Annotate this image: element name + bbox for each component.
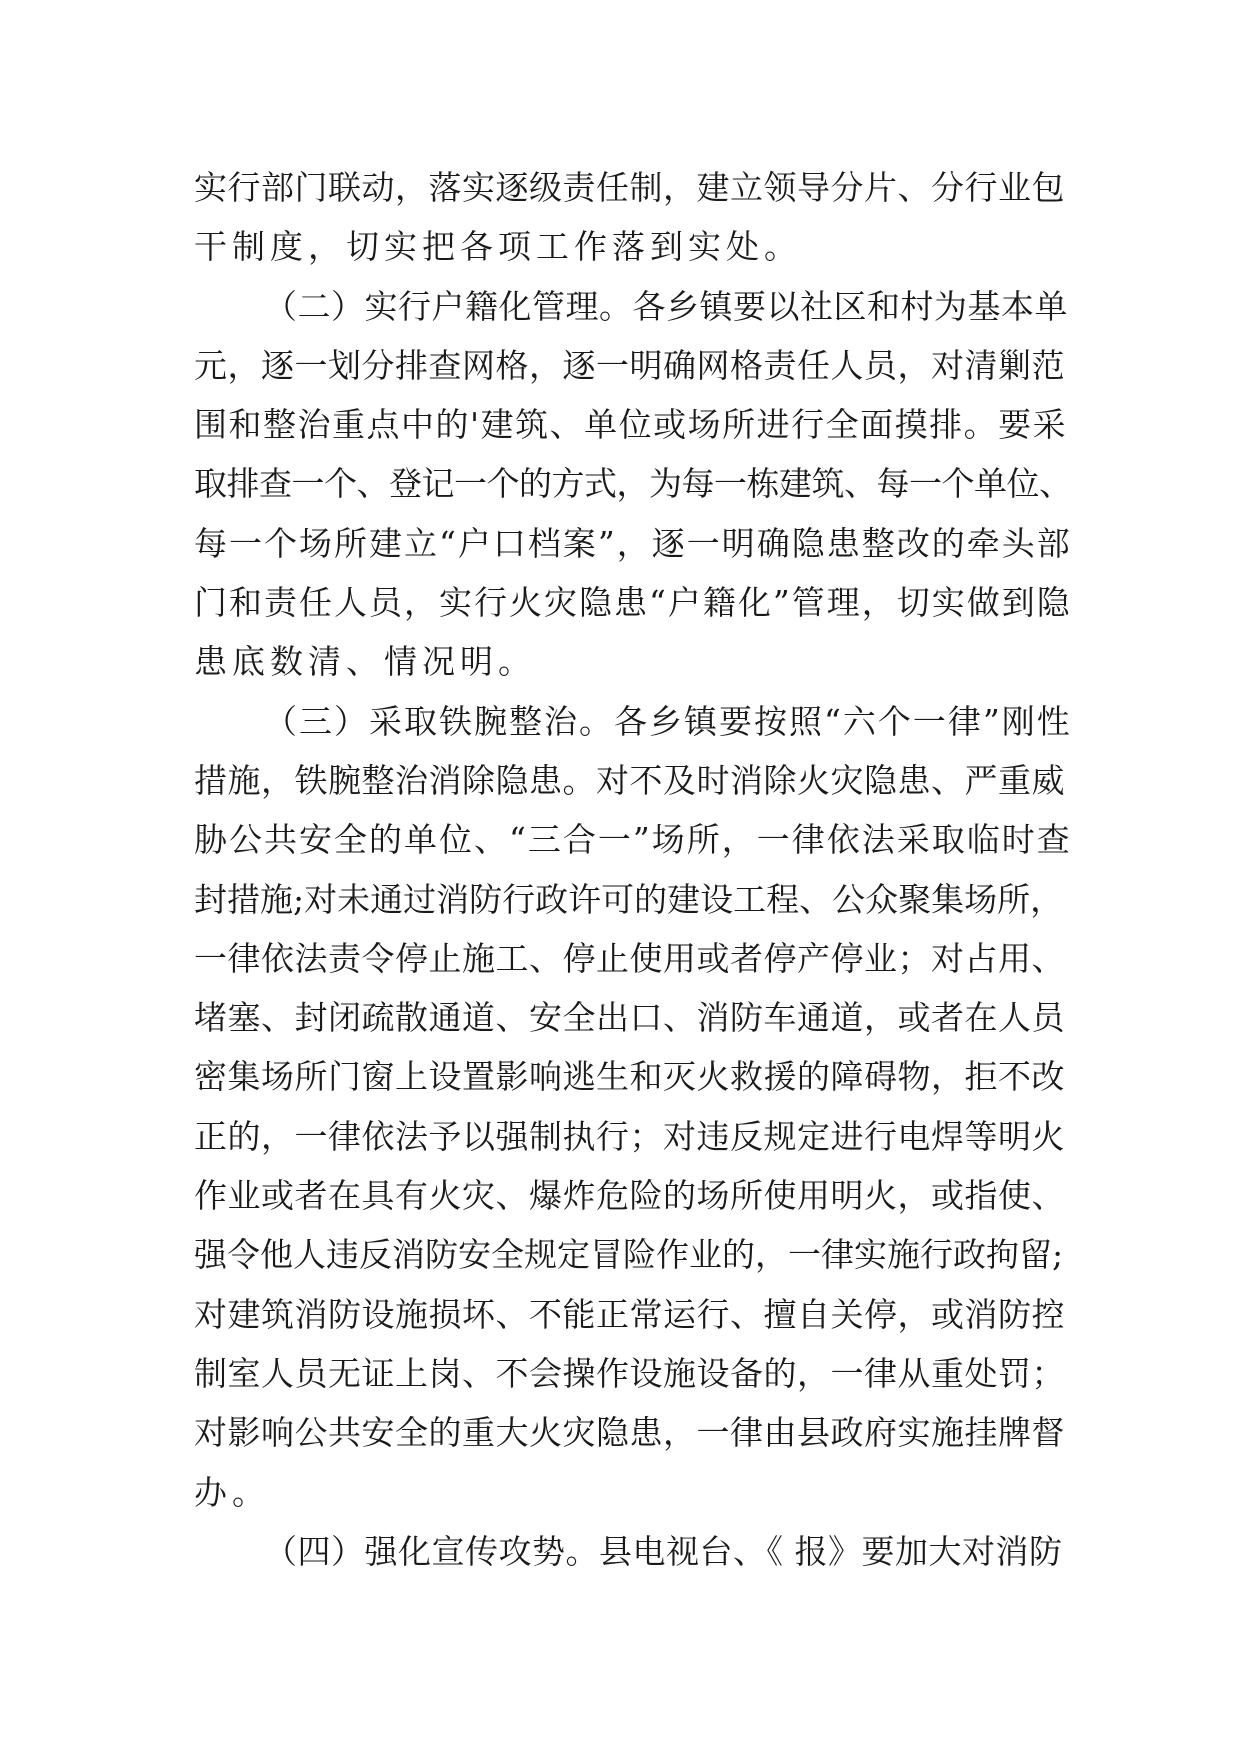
text-line: 作业或者在具有火灾、爆炸危险的场所使用明火，或指使、 — [194, 1176, 1065, 1216]
text-line: 元，逐一划分排查网格，逐一明确网格责任人员，对清剿范 — [194, 345, 1065, 385]
text-line: 干制度，切实把各项工作落到实处。 — [194, 227, 802, 267]
text-line: 患底数清、情况明。 — [194, 642, 536, 682]
section-heading-line: （二）实行户籍化管理。各乡镇要以社区和村为基本单 — [264, 286, 1068, 326]
text-line: 封措施;对未通过消防行政许可的建设工程、公众聚集场所， — [194, 879, 1064, 919]
text-line: 胁公共安全的单位、“三合一”场所，一律依法采取临时查 — [194, 820, 1072, 860]
text-line: 一律依法责令停止施工、停止使用或者停产停业；对占用、 — [194, 938, 1065, 978]
text-line: 实行部门联动，落实逐级责任制，建立领导分片、分行业包 — [194, 168, 1065, 207]
text-line: 取排查一个、登记一个的方式，为每一栋建筑、每一个单位、 — [194, 464, 1072, 504]
section-heading-line: （三）采取铁腕整治。各乡镇要按照“六个一律”刚性 — [264, 701, 1072, 741]
text-line: 强令他人违反消防安全规定冒险作业的，一律实施行政拘留; — [194, 1235, 1064, 1275]
text-line: 办。 — [194, 1472, 270, 1512]
text-line: 对建筑消防设施损坏、不能正常运行、擅自关停，或消防控 — [194, 1294, 1065, 1334]
text-line: 制室人员无证上岗、不会操作设施设备的，一律从重处罚； — [194, 1353, 1065, 1393]
text-line: 围和整治重点中的'建筑、单位或场所进行全面摸排。要采 — [194, 405, 1068, 445]
text-line: 对影响公共安全的重大火灾隐患，一律由县政府实施挂牌督 — [194, 1413, 1065, 1453]
text-line: 门和责任人员，实行火灾隐患“户籍化”管理，切实做到隐 — [194, 583, 1072, 623]
text-line: 措施，铁腕整治消除隐患。对不及时消除火灾隐患、严重威 — [194, 760, 1065, 800]
text-line: 正的，一律依法予以强制执行；对违反规定进行电焊等明火 — [194, 1116, 1065, 1156]
text-line: 堵塞、封闭疏散通道、安全出口、消防车通道，或者在人员 — [194, 998, 1065, 1038]
text-line: 密集场所门窗上设置影响逃生和灭火救援的障碍物，拒不改 — [194, 1057, 1065, 1097]
text-line: 每一个场所建立“户口档案”，逐一明确隐患整改的牵头部 — [194, 523, 1072, 563]
section-heading-line: （四）强化宣传攻势。县电视台、《 报》要加大对消防 — [264, 1531, 1063, 1571]
body-text — [194, 158, 1074, 1581]
